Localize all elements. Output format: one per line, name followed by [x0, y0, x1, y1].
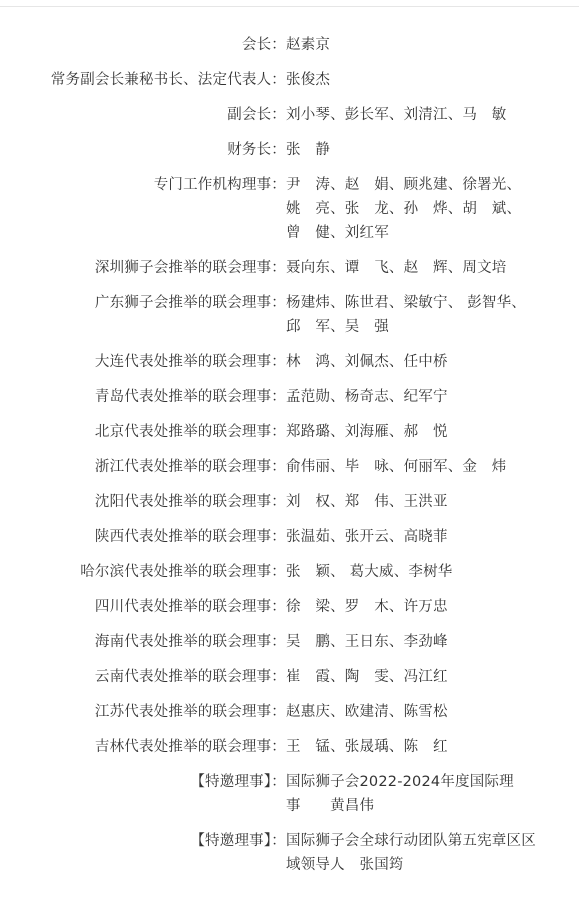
role-label: 广东狮子会推举的联会理事： [94, 295, 286, 311]
role-label: 【特邀理事】： [190, 774, 286, 790]
member-names [286, 291, 561, 339]
role-label: 深圳狮子会推举的联会理事： [94, 260, 286, 276]
role-label: 沈阳代表处推举的联会理事： [94, 494, 286, 510]
roster-row [0, 735, 579, 759]
role-label: 陕西代表处推举的联会理事： [94, 529, 286, 545]
role-label: 财务长： [227, 142, 286, 158]
role-label: 吉林代表处推举的联会理事： [94, 739, 286, 755]
role-label: 会长： [241, 37, 286, 53]
role-label: 大连代表处推举的联会理事： [94, 354, 286, 370]
member-names-line: 崔 霞、陶 雯、冯江红 [286, 669, 448, 685]
roster-row [0, 256, 579, 280]
member-names-line: 杨建炜、陈世君、梁敏宁、 彭智华、 [286, 295, 527, 311]
roster-row [0, 665, 579, 689]
role-label: 云南代表处推举的联会理事： [94, 669, 286, 685]
member-names-line: 刘小琴、彭长军、刘清江、马 敏 [286, 107, 507, 123]
roster-row [0, 103, 579, 127]
member-names [286, 665, 561, 689]
member-names-line: 张 静 [286, 142, 331, 158]
role-label: 江苏代表处推举的联会理事： [94, 704, 286, 720]
role-label: 北京代表处推举的联会理事： [94, 424, 286, 440]
roster-row [0, 33, 579, 57]
role-label: 常务副会长兼秘书长、法定代表人： [50, 72, 286, 88]
roster-row [0, 173, 579, 245]
roster-row [0, 560, 579, 584]
member-names [286, 525, 561, 549]
member-names [286, 560, 561, 584]
member-names [286, 455, 561, 479]
member-names-line: 尹 涛、赵 娟、顾兆建、徐署光、 [286, 177, 522, 193]
member-names-line: 邱 军、吴 强 [286, 319, 389, 335]
member-names [286, 770, 561, 818]
roster-row [0, 700, 579, 724]
member-names-line: 国际狮子会2022-2024年度国际理 [286, 774, 514, 790]
member-names [286, 490, 561, 514]
member-names-line: 郑路璐、刘海雁、郝 悦 [286, 424, 448, 440]
member-names-line: 王 锰、张晟瑀、陈 红 [286, 739, 448, 755]
member-names [286, 700, 561, 724]
member-names-line: 国际狮子会全球行动团队第五宪章区区 [286, 833, 536, 849]
member-names [286, 350, 561, 374]
role-label: 四川代表处推举的联会理事： [94, 599, 286, 615]
member-names-line: 事 黄昌伟 [286, 798, 375, 814]
member-names-line: 张 颖、 葛大威、李树华 [286, 564, 453, 580]
member-names [286, 68, 561, 92]
member-names-line: 孟范勋、杨奇志、纪军宁 [286, 389, 448, 405]
member-names [286, 173, 561, 245]
member-names [286, 595, 561, 619]
roster-row [0, 138, 579, 162]
member-names [286, 256, 561, 280]
member-names-line: 徐 梁、罗 木、许万忠 [286, 599, 448, 615]
member-names-line: 吴 鹏、王日东、李劲峰 [286, 634, 448, 650]
top-divider [0, 6, 579, 7]
roster-row [0, 595, 579, 619]
council-roster [0, 33, 579, 888]
roster-row [0, 455, 579, 479]
member-names-line: 刘 权、郑 伟、王洪亚 [286, 494, 448, 510]
member-names [286, 385, 561, 409]
roster-row [0, 420, 579, 444]
member-names [286, 735, 561, 759]
role-label: 副会长： [227, 107, 286, 123]
role-label: 【特邀理事】： [190, 833, 286, 849]
member-names [286, 420, 561, 444]
role-label: 哈尔滨代表处推举的联会理事： [80, 564, 286, 580]
member-names-line: 俞伟丽、毕 咏、何丽军、金 炜 [286, 459, 507, 475]
member-names [286, 630, 561, 654]
member-names [286, 829, 561, 877]
member-names-line: 赵素京 [286, 37, 331, 53]
member-names-line: 张俊杰 [286, 72, 331, 88]
member-names-line: 张温茹、张开云、高晓菲 [286, 529, 448, 545]
role-label: 专门工作机构理事： [153, 177, 286, 193]
roster-row [0, 770, 579, 818]
role-label: 海南代表处推举的联会理事： [94, 634, 286, 650]
roster-row [0, 525, 579, 549]
member-names-line: 赵惠庆、欧建清、陈雪松 [286, 704, 448, 720]
member-names [286, 33, 561, 57]
roster-row [0, 829, 579, 877]
roster-row [0, 490, 579, 514]
member-names-line: 林 鸿、刘佩杰、任中桥 [286, 354, 448, 370]
member-names [286, 138, 561, 162]
role-label: 青岛代表处推举的联会理事： [94, 389, 286, 405]
member-names-line: 曾 健、刘红军 [286, 225, 389, 241]
member-names-line: 姚 亮、张 龙、孙 烨、胡 斌、 [286, 201, 522, 217]
roster-row [0, 630, 579, 654]
roster-row [0, 291, 579, 339]
roster-row [0, 350, 579, 374]
member-names [286, 103, 561, 127]
member-names-line: 域领导人 张国筠 [286, 857, 404, 873]
roster-row [0, 385, 579, 409]
member-names-line: 聂向东、谭 飞、赵 辉、周文培 [286, 260, 507, 276]
role-label: 浙江代表处推举的联会理事： [94, 459, 286, 475]
roster-row [0, 68, 579, 92]
